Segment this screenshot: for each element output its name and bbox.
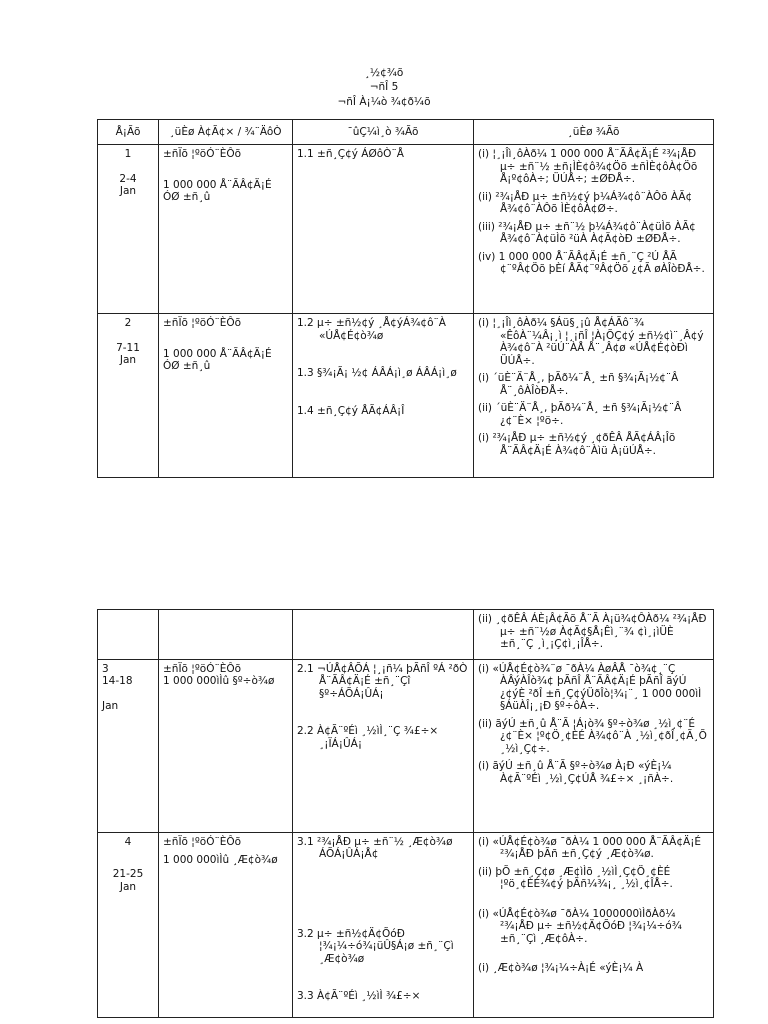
content-item: 3.1 ²¾¡ÅÐ µ÷ ±ñ¨½ ¸Æ¢ò¾ø ÁÕÁ¡ÛÁ¡Å¢ — [297, 835, 453, 860]
week-cell — [98, 659, 159, 832]
week-cell — [98, 832, 159, 1017]
content-item: 3.2 µ÷ ±ñ½¢Ä¢ÕóÐ ¦¾¡¼÷ó¾¡üÛ§Á¡ø ±ñ¸¨Çì ¸Æ¢ò¾ø — [297, 927, 454, 965]
objective-item: (iii) ²¾¡ÅÐ µ÷ ±ñ¨½ þ¼Á¾¢ô¨À¢üÌõ ÀÃ¢ Å¾¢ô¨À¢üÌõ ²üÀ À¢Ã¢òÐ ±ØÐÅ÷. — [478, 220, 696, 245]
doc-title-line2: ¬ñÎ 5 — [369, 81, 399, 93]
topic-title: ±ñÏõ ¦ºöÓ¨ÈÔõ — [163, 835, 242, 848]
week-number: 1 — [124, 148, 132, 160]
objective-item: (i) «ÚÅ¢É¢ò¾ø ¯ðÀ¼ 1000000ìÌðÀð¼ ²¾¡ÅÐ µ÷ ±ñ½¢Ä¢ÕóÐ ¦¾¡¼÷ó¾ ±ñ¸¨Çì ¸Æ¢ôÀ÷. — [478, 907, 682, 945]
table-row — [98, 145, 714, 314]
week-month: Jan — [119, 880, 137, 893]
header-content: ¯ûÇ¼ì¸ò ¾Ãõ — [293, 120, 474, 145]
topic-cell — [159, 832, 293, 1017]
header-objectives: ¸üÈø ¾Ãõ — [474, 120, 714, 145]
objective-item: (ii) ¸¢ðÊÂ ÁÈ¡Â¢Ãõ Å¨Ã À¡ü¾¢ÔÀð¼ ²¾¡ÅÐ µ÷ ±ñ¨½ø À¢Ã¢§Å¡Êì¸¨¾ ¢ì¸¡ìÜÈ ±ñ¸¨Ç ¸ì¸¡Ç¢ì¸¡ÎÅ÷. — [478, 613, 707, 650]
topic-sub: 1 000 000ìÌû §º÷ò¾ø — [163, 675, 275, 687]
objective-item: (ii) ²¾¡ÅÐ µ÷ ±ñ½¢ý þ¼Á¾¢ô¨ÀÔõ ÀÃ¢ Å¾¢ô¨ÀÔõ ÌÈ¢ôÀ¢Ø÷. — [478, 190, 693, 215]
week-number: 2 — [124, 317, 132, 329]
content-cell — [293, 314, 474, 478]
objective-item: (i) ²¾¡ÅÐ µ÷ ±ñ½¢ý ¸¢ðÊÂ ÅÃ¢ÁÂ¡Îõ Å¨ÃÂ¢Ä¡É À¾¢ô¨Àìü À¡üÚÅ÷. — [478, 432, 676, 457]
week-dates: 14-18 — [102, 675, 133, 687]
content-cell — [293, 659, 474, 832]
header-topic: ¸üÈø À¢Ã¢× / ¾¨ÄôÒ — [159, 120, 293, 145]
content-item: 2.2 À¢Ã¨ºÉì ¸½ìÌ¸¨Ç ¾£÷× ¸¡ÏÁ¡ÛÁ¡ — [297, 725, 439, 750]
objectives-cell — [474, 314, 714, 478]
week-cell — [98, 610, 159, 660]
topic-cell — [159, 314, 293, 478]
content-item: 2.1 ¬ÚÅ¢ÂÕÁ ¦¸¡ñ¼ þÃñÎ ºÁ ²ðÒ Å¨ÃÂ¢Ä¡É ±ñ¸¨Çî §º÷ÁÕÁ¡ÛÁ¡ — [297, 662, 468, 700]
table-header-row — [98, 120, 714, 145]
objective-item: (i) ¸Æ¢ò¾ø ¦¾¡¼÷À¡É «ýÈ¡¼ À — [478, 962, 644, 974]
objective-item: (i) ¦¸¡Îì¸ôÀð¼ §Áü§¸¡û Å¢ÁÃô¨¾ «ÊôÀ¨¼Â¡¸ì ¦¸¡ñÎ ¦À¡ÕÇ¢ý ±ñ½¢ì¨¸Â¢ý À¾¢ô¨À ²üÚ¨ÀÅ Å¨¸Â¢ø «ÚÅ¢É¢òÐì ÜÚÅ÷. — [478, 317, 704, 367]
week-dates: 7-11 — [116, 341, 140, 354]
week-number: 3 — [102, 662, 109, 675]
doc-title-line1: ¸½¢¾õ — [364, 67, 404, 79]
objectives-cell — [474, 832, 714, 1017]
table-row — [98, 314, 714, 478]
objective-item: (ii) þÕ ±ñ¸Ç¢ø ¸Æ¢ìÌõ ¸½ìÌ¸Ç¢Ö¸¢ÈÉ ¦ºö¸¢ÈÉ¾¢ý þÃñ¼¾¡¸ ¸½ì¸¢ÎÅ÷. — [478, 865, 673, 890]
week-number: 4 — [124, 835, 132, 848]
content-cell — [293, 610, 474, 660]
week-month: Jan — [119, 354, 137, 366]
objective-item: (i) «ÚÅ¢É¢ò¾¨ø ¯ðÀ¼ ÀøÂÅ ¯ò¾¢¸¨Ç ÀÂýÀÎò¾¢ þÃñÎ Å¨ÃÂ¢Ä¡É þÃñÎ ãýÚ ¿¢ýÈ ²ðÎ ±ñ¸Ç¢ýÜðÎò¦¾¡¨¸ 1 000 000ìÌ §ÁüÀÎ¡¸¡Ð §º÷ôÀ÷. — [478, 662, 702, 712]
week-cell — [98, 314, 159, 478]
week-dates: 21-25 — [112, 868, 144, 880]
content-item: 3.3 À¢Ã¨ºÉì ¸½ìÌ ¾£÷× — [297, 990, 421, 1002]
topic-title: ±ñÏõ ¦ºöÓ¨ÈÔõ — [163, 148, 242, 160]
week-month: Jan — [102, 699, 119, 712]
topic-sub: 1 000 000 Å¨ÃÂ¢Ä¡É ÓØ ±ñ¸û — [163, 347, 272, 372]
content-item: 1.4 ±ñ¸Ç¢ý ÅÃ¢ÁÂ¡Î — [297, 404, 405, 417]
plan-table-2 — [97, 609, 714, 1018]
doc-title-line3: ¬ñÎ À¡¼ò ¾¢ð¼õ — [337, 96, 431, 108]
week-month: Jan — [119, 185, 137, 197]
week-dates: 2-4 — [119, 172, 137, 185]
objective-item: (iv) 1 000 000 Å¨ÃÂ¢Ä¡É ±ñ¸¨Ç ²Ú ÅÃ ¢¨ºÂ¢Öõ þÈí ÅÃ¢¨ºÂ¢Öõ ¿¢Ã øÀÎòÐÅ÷. — [478, 250, 705, 275]
week-cell — [98, 145, 159, 314]
topic-cell — [159, 659, 293, 832]
content-item: 1.3 §¾¡Ã¡ ½¢ ÁÂÁ¡ì¸ø ÁÂÁ¡ì¸ø — [297, 367, 457, 379]
objectives-cell — [474, 145, 714, 314]
content-item: 1.1 ±ñ¸Ç¢ý ÁØôÒ¨Å — [297, 148, 404, 160]
topic-title: ±ñÏõ ¦ºöÓ¨ÈÔõ — [163, 317, 242, 329]
content-item: 1.2 µ÷ ±ñ½¢ý ¸Å¢ýÁ¾¢ô¨À «ÚÅ¢É¢ò¾ø — [297, 317, 446, 342]
objective-item: (i) ãýÚ ±ñ¸û Å¨Ã §º÷ò¾ø À¡Ð «ýÈ¡¼ À¢Ã¨ºÉì ¸½ì¸Ç¢ÚÅ ¾£÷× ¸¡ñÀ÷. — [478, 760, 674, 785]
objective-item: (ii) ´üÈ¨Ä¨Å¸, þÃð¼¨Å¸ ±ñ §¾¡Ã¡½¢¨Â ¿¢¨È× ¦ºö÷. — [478, 402, 682, 427]
objective-item: (i) «ÚÅ¢É¢ò¾ø ¯ðÀ¼ 1 000 000 Å¨ÃÂ¢Ä¡É ²¾¡ÅÐ þÃñ ±ñ¸Ç¢ý ¸Æ¢ò¾ø. — [478, 835, 702, 860]
topic-sub: 1 000 000ìÌû ¸Æ¢ò¾ø — [163, 854, 278, 866]
topic-cell — [159, 145, 293, 314]
topic-cell — [159, 610, 293, 660]
plan-table-1 — [97, 119, 714, 478]
objectives-cell — [474, 610, 714, 660]
table-row — [98, 610, 714, 660]
topic-title: ±ñÏõ ¦ºöÓ¨ÈÔõ — [163, 662, 242, 675]
table-row — [98, 832, 714, 1017]
content-cell — [293, 832, 474, 1017]
objectives-cell — [474, 659, 714, 832]
objective-item: (i) ´üÈ¨Ä¨Å¸, þÃð¼¨Å¸ ±ñ §¾¡Ã¡½¢¨Â Å¨¸ôÀÎòÐÅ÷. — [478, 372, 679, 397]
topic-sub: 1 000 000 Å¨ÃÂ¢Ä¡É ÓØ ±ñ¸û — [163, 178, 272, 203]
content-cell — [293, 145, 474, 314]
objective-item: (i) ¦¸¡Îì¸ôÀð¼ 1 000 000 Å¨ÃÂ¢Ä¡É ²¾¡ÅÐ µ÷ ±ñ¨½ ±ñ¡ÌÈ¢ô¾¢Öõ ±ñÌÈ¢ôÀ¢Öõ Å¡º¢ôÀ÷; ÜÚÅ÷; ±ØÐÅ÷. — [478, 148, 698, 185]
objective-item: (ii) ãýÚ ±ñ¸û Å¨Ã ¦Á¡ò¾ §º÷ò¾ø ¸½ì¸¢¨É ¿¢¨È× ¦º¢Ö¸¢ÈÉ À¾¢ô¨À ¸½ì¸¢ðÎ¸¢Ã¸Õ ¸½ì¸Ç¢÷. — [478, 717, 707, 755]
table-row — [98, 659, 714, 832]
header-week: Å¡Ãõ — [98, 120, 159, 145]
